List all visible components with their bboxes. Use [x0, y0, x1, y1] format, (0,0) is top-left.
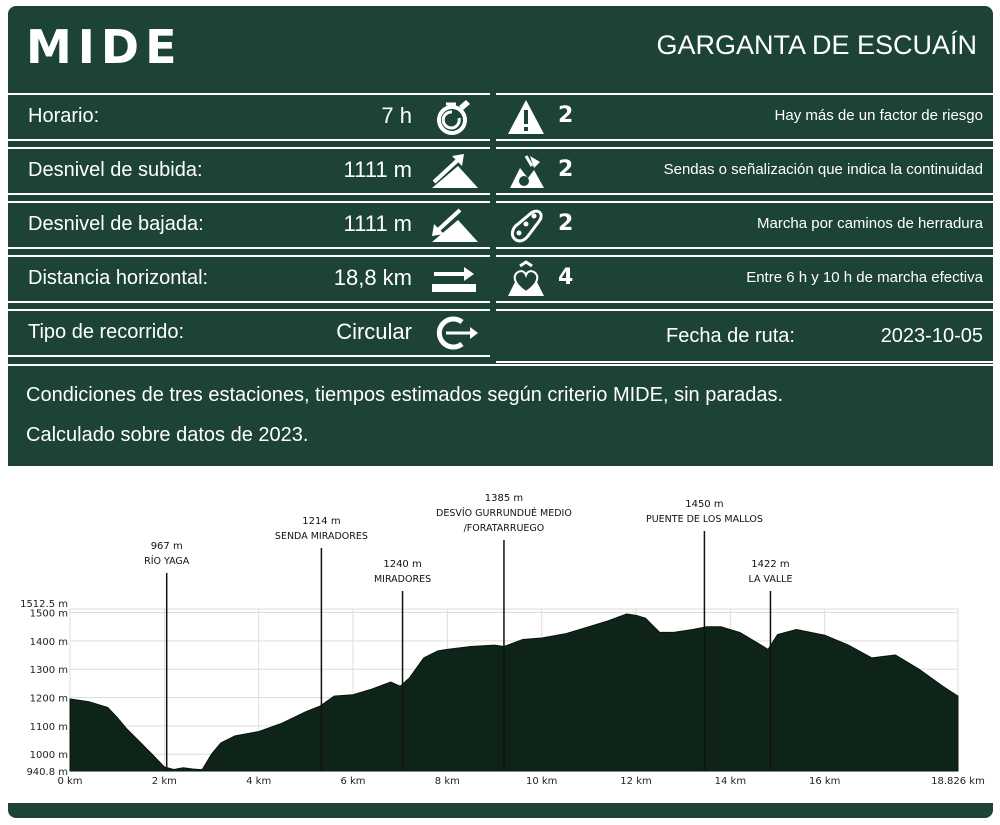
- esfuerzo-row: [496, 255, 993, 303]
- annotation-name: RÍO YAGA: [144, 556, 190, 567]
- orientacion-score: 2: [558, 157, 574, 182]
- annotation-name: LA VALLE: [748, 574, 793, 585]
- riesgo-row: [496, 93, 993, 141]
- elevation-profile-svg: [8, 469, 993, 803]
- mide-logo: MIDE: [26, 20, 183, 74]
- orientation-icon: [506, 152, 546, 190]
- distancia-value: 18,8 km: [333, 265, 412, 290]
- elevation-profile-chart: [8, 466, 993, 803]
- annotation-name: MIRADORES: [373, 574, 432, 585]
- annotation-elevation: 1214 m: [302, 516, 341, 527]
- riesgo-description: Hay más de un factor de riesgo: [774, 107, 983, 124]
- header: [8, 6, 993, 91]
- y-tick-label: 1300 m: [29, 665, 68, 677]
- y-tick-label: 940.8 m: [26, 767, 68, 778]
- desplazamiento-description: Marcha por caminos de herradura: [757, 215, 983, 232]
- annotation-name: PUENTE DE LOS MALLOS: [645, 514, 763, 525]
- fecha-value: 2023-10-05: [880, 325, 983, 347]
- y-tick-label: 1000 m: [29, 750, 68, 762]
- descent-icon: [426, 206, 482, 244]
- annotation-name: /FORATARRUEGO: [463, 523, 545, 534]
- horario-row: [8, 93, 490, 141]
- circular-route-icon: [426, 314, 482, 352]
- annotation-elevation: 1240 m: [383, 559, 422, 570]
- orientacion-row: [496, 147, 993, 195]
- y-tick-label: 1500 m: [29, 608, 68, 620]
- annotation-name: SENDA MIRADORES: [274, 531, 368, 542]
- footprint-icon: [506, 206, 546, 244]
- note-line-2: Calculado sobre datos de 2023.: [26, 424, 309, 446]
- x-tick-label: 0 km: [57, 776, 83, 787]
- mide-card: [8, 6, 993, 818]
- y-tick-label: 1512.5 m: [20, 599, 68, 610]
- stopwatch-icon: [426, 98, 482, 136]
- tipo-row: [8, 309, 490, 357]
- bajada-row: [8, 201, 490, 249]
- notes-section: [8, 364, 993, 462]
- fecha-row: [496, 309, 993, 363]
- subida-value: 1111 m: [343, 157, 412, 182]
- route-title: GARGANTA DE ESCUAÍN: [656, 30, 977, 60]
- orientacion-description: Sendas o señalización que indica la continuidad: [663, 161, 983, 178]
- x-tick-label: 10 km: [525, 776, 558, 787]
- tipo-label: Tipo de recorrido:: [28, 321, 184, 343]
- x-tick-label: 18.826 km: [931, 776, 985, 787]
- effort-heart-icon: [506, 260, 546, 298]
- x-tick-label: 14 km: [714, 776, 747, 787]
- bajada-value: 1111 m: [343, 211, 412, 236]
- horario-label: Horario:: [28, 105, 100, 127]
- subida-row: [8, 147, 490, 195]
- annotation-elevation: 1450 m: [685, 499, 724, 510]
- x-tick-label: 6 km: [340, 776, 366, 787]
- x-tick-label: 12 km: [620, 776, 652, 787]
- distancia-label: Distancia horizontal:: [28, 267, 209, 289]
- fecha-label: Fecha de ruta:: [666, 325, 795, 347]
- x-tick-label: 16 km: [808, 776, 841, 787]
- warning-icon: [506, 98, 546, 136]
- y-tick-label: 1200 m: [29, 693, 68, 705]
- y-tick-label: 1400 m: [29, 636, 68, 648]
- horario-value: 7 h: [381, 103, 412, 128]
- distance-icon: [426, 260, 482, 298]
- esfuerzo-score: 4: [558, 265, 574, 290]
- desplazamiento-score: 2: [558, 211, 574, 236]
- x-tick-label: 4 km: [246, 776, 272, 787]
- x-tick-label: 2 km: [151, 776, 177, 787]
- ascent-icon: [426, 152, 482, 190]
- annotation-elevation: 1422 m: [751, 559, 790, 570]
- annotation-name: DESVÍO GURRUNDUÉ MEDIO: [436, 508, 572, 519]
- y-tick-label: 1100 m: [29, 721, 68, 733]
- tipo-value: Circular: [336, 319, 412, 344]
- note-line-1: Condiciones de tres estaciones, tiempos estimados según criterio MIDE, sin paradas.: [26, 384, 784, 406]
- desplazamiento-row: [496, 201, 993, 249]
- esfuerzo-description: Entre 6 h y 10 h de marcha efectiva: [746, 269, 983, 286]
- bajada-label: Desnivel de bajada:: [28, 213, 204, 235]
- riesgo-score: 2: [558, 103, 574, 128]
- x-tick-label: 8 km: [434, 776, 460, 787]
- distancia-row: [8, 255, 490, 303]
- annotation-elevation: 967 m: [150, 541, 183, 552]
- subida-label: Desnivel de subida:: [28, 159, 203, 181]
- annotation-elevation: 1385 m: [484, 493, 524, 504]
